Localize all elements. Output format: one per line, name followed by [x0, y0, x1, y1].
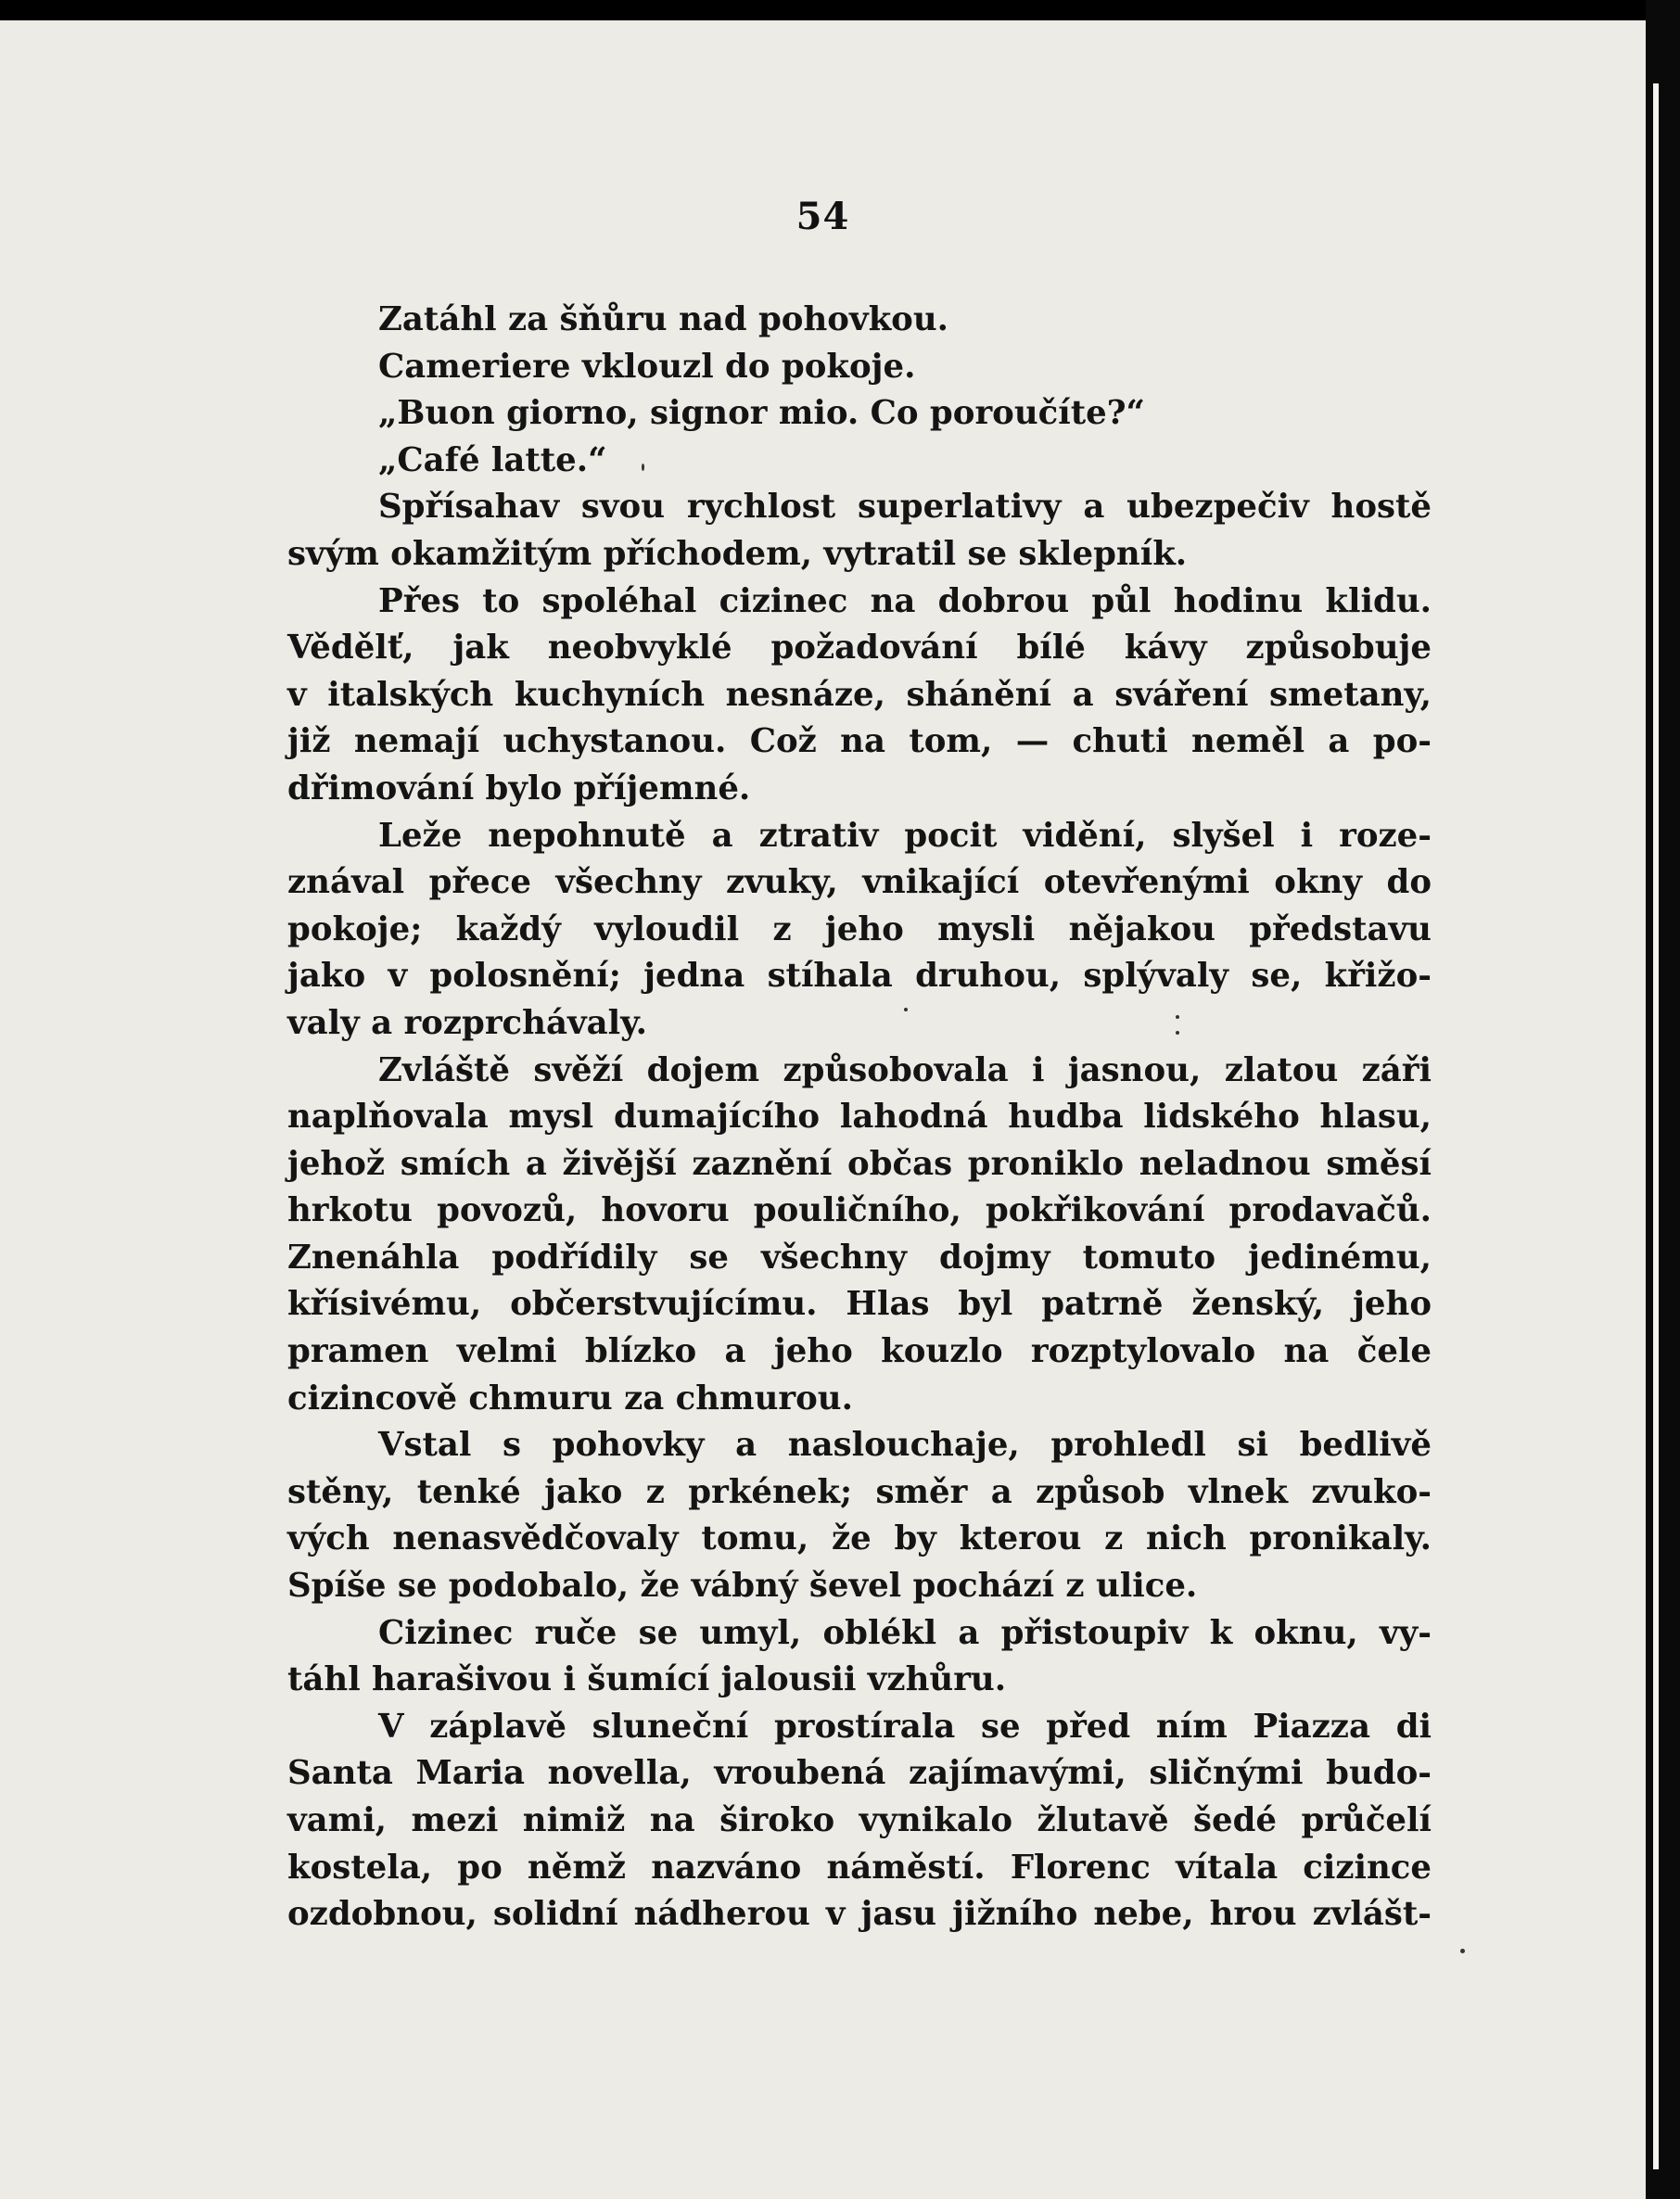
text-line: dřimování bylo příjemné.: [287, 769, 751, 807]
text-line: „Buon giorno, signor mio. Co poroučíte?“: [378, 394, 1145, 433]
text-line: stěny, tenké jako z prkének; směr a způsob vlnek zvuko-: [287, 1472, 1432, 1511]
text-line: Vstal s pohovky a naslouchaje, prohledl si bedlivě: [378, 1426, 1432, 1465]
text-line: vých nenasvědčovaly tomu, že by kterou z nich pronikaly.: [287, 1519, 1432, 1558]
text-line: Znenáhla podřídily se všechny dojmy tomuto jedinému,: [287, 1238, 1432, 1277]
text-line: Spřísahav svou rychlost superlativy a ubezpečiv hostě: [378, 488, 1432, 527]
text-line: jehož smích a živější zaznění občas proniklo neladnou směsí: [287, 1144, 1432, 1183]
text-line: Santa Maria novella, vroubená zajímavými, sličnými budo-: [287, 1754, 1432, 1793]
text-line: Zvláště svěží dojem způsobovala i jasnou, zlatou záři: [378, 1050, 1432, 1089]
text-line: Přes to spoléhal cizinec na dobrou půl hodinu klidu.: [378, 581, 1432, 620]
scan-speck: [642, 464, 644, 471]
text-line: jako v polosnění; jedna stíhala druhou, splývaly se, křižo-: [287, 957, 1432, 996]
text-line: ozdobnou, solidní nádherou v jasu jižního nebe, hrou zvlášt-: [287, 1895, 1432, 1934]
text-line: již nemají uchystanou. Což na tom, — chuti neměl a po-: [287, 722, 1432, 761]
scan-speck: [904, 1008, 908, 1011]
scan-speck: [1176, 1031, 1179, 1035]
scan-speck: [1460, 1949, 1465, 1953]
text-line: kostela, po němž nazváno náměstí. Florenc vítala cizince: [287, 1848, 1432, 1887]
text-line: Cameriere vklouzl do pokoje.: [378, 347, 916, 386]
scan-speck: [1176, 1015, 1179, 1019]
text-line: cizincově chmuru za chmurou.: [287, 1379, 853, 1417]
text-line: křísivému, občerstvujícímu. Hlas byl patrně ženský, jeho: [287, 1285, 1432, 1324]
page-edge-line: [1653, 83, 1659, 2169]
text-line: valy a rozprchávaly.: [287, 1003, 647, 1042]
text-line: Spíše se podobalo, že vábný ševel pochází z ulice.: [287, 1567, 1198, 1606]
text-line: Cizinec ruče se umyl, oblékl a přistoupiv k oknu, vy-: [378, 1613, 1432, 1652]
text-line: „Café latte.“: [378, 440, 607, 479]
text-line: Zatáhl za šňůru nad pohovkou.: [378, 300, 949, 338]
text-line: pramen velmi blízko a jeho kouzlo rozptylovalo na čele: [287, 1332, 1432, 1371]
text-line: Vědělť, jak neobvyklé požadování bílé kávy způsobuje: [287, 629, 1432, 667]
text-line: hrkotu povozů, hovoru pouličního, pokřikování prodavačů.: [287, 1191, 1432, 1230]
text-line: znával přece všechny zvuky, vnikající otevřenými okny do: [287, 863, 1432, 902]
text-line: svým okamžitým příchodem, vytratil se sklepník.: [287, 534, 1188, 573]
text-line: v italských kuchyních nesnáze, shánění a sváření smetany,: [287, 675, 1432, 714]
page-number: 54: [795, 195, 850, 238]
text-line: V záplavě sluneční prostírala se před ním Piazza di: [378, 1707, 1432, 1746]
text-line: táhl harašivou i šumící jalousii vzhůru.: [287, 1660, 1007, 1699]
book-page: [0, 20, 1646, 2199]
body-text: [287, 297, 1432, 1938]
page-edge-shadow: [1646, 0, 1680, 2199]
text-line: pokoje; každý vyloudil z jeho mysli nějakou představu: [287, 909, 1432, 948]
text-line: Leže nepohnutě a ztrativ pocit vidění, slyšel i roze-: [378, 816, 1432, 855]
text-line: naplňovala mysl dumajícího lahodná hudba lidského hlasu,: [287, 1098, 1432, 1137]
text-line: vami, mezi nimiž na široko vynikalo žlutavě šedé průčelí: [287, 1801, 1432, 1839]
